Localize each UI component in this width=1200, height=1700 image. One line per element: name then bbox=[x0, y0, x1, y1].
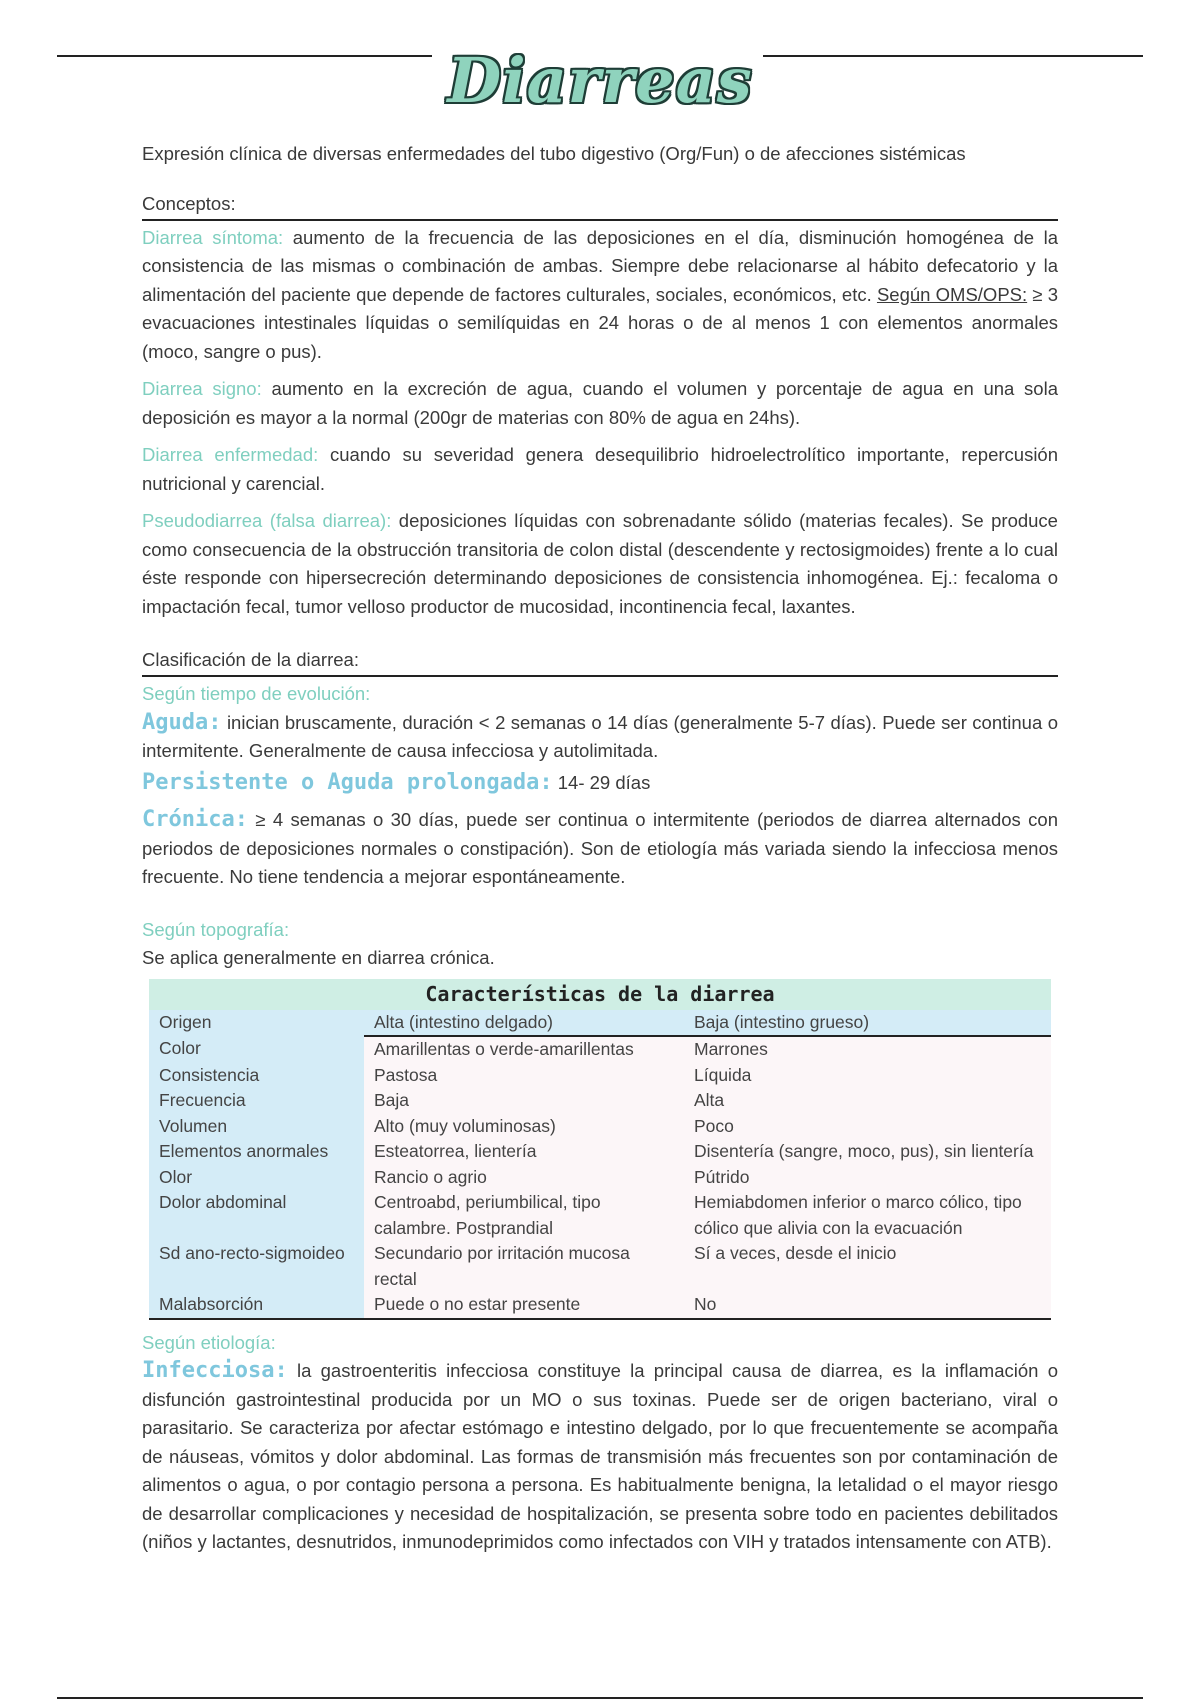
row-label: Malabsorción bbox=[149, 1292, 364, 1319]
cell-alta: Centroabd, periumbilical, tipo calambre. Postprandial bbox=[364, 1190, 684, 1241]
conceptos-heading: Conceptos: bbox=[142, 189, 1058, 221]
clase-persistente bbox=[142, 769, 1058, 798]
table-row bbox=[149, 1190, 1051, 1241]
topografia-heading: Según topografía: bbox=[142, 918, 290, 940]
clasificacion-heading: Clasificación de la diarrea: bbox=[142, 645, 1058, 677]
row-label: Elementos anormales bbox=[149, 1139, 364, 1165]
term-infecciosa: Infecciosa: bbox=[142, 1358, 288, 1383]
def-cronica: ≥ 4 semanas o 30 días, puede ser continua o intermitente (periodos de diarrea alternados con periodos de deposiciones normales o constipación). Son de etiología más variada siendo la infecciosa menos frecuente. No tiene tendencia a mejorar espontáneamente. bbox=[142, 809, 1058, 887]
term-sintoma: Diarrea síntoma: bbox=[142, 226, 284, 248]
table-row bbox=[149, 1139, 1051, 1165]
concepto-sintoma bbox=[142, 224, 1058, 367]
table-row bbox=[149, 1088, 1051, 1114]
table-row bbox=[149, 1114, 1051, 1140]
page-title: Diarreas bbox=[447, 44, 753, 117]
intro-text: Expresión clínica de diversas enfermedades del tubo digestivo (Org/Fun) o de afecciones sistémicas bbox=[142, 143, 966, 164]
caracteristicas-table bbox=[149, 979, 1051, 1320]
row-label: Sd ano-recto-sigmoideo bbox=[149, 1241, 364, 1292]
cell-alta: Puede o no estar presente bbox=[364, 1292, 684, 1319]
term-aguda: Aguda: bbox=[142, 709, 222, 735]
table-row bbox=[149, 1241, 1051, 1292]
concepto-pseudodiarrea bbox=[142, 507, 1058, 621]
cell-alta: Rancio o agrio bbox=[364, 1165, 684, 1191]
table-row bbox=[149, 1063, 1051, 1089]
row-label: Color bbox=[149, 1036, 364, 1063]
cell-baja: Alta bbox=[684, 1088, 1051, 1114]
row-label: Olor bbox=[149, 1165, 364, 1191]
cell-baja: Marrones bbox=[684, 1036, 1051, 1063]
topografia-text: Se aplica generalmente en diarrea crónica. bbox=[142, 947, 495, 968]
concepto-signo bbox=[142, 375, 1058, 432]
term-pseudodiarrea: Pseudodiarrea (falsa diarrea): bbox=[142, 510, 392, 531]
cell-alta: Amarillentas o verde-amarillentas bbox=[364, 1036, 684, 1063]
def-enfermedad: cuando su severidad genera desequilibrio hidroelectrolítico importante, repercusión nutricional y carencial. bbox=[142, 444, 1059, 494]
row-label: Frecuencia bbox=[149, 1088, 364, 1114]
header-baja: Baja (intestino grueso) bbox=[684, 1010, 1051, 1037]
table-row bbox=[149, 1165, 1051, 1191]
def-sintoma: aumento de la frecuencia de las deposiciones en el día, disminución homogénea de la consistencia de las mismas o combinación de ambas. Siempre debe relacionarse al hábito defecatorio y la alimentación del paciente que depende de factores culturales, sociales, económicos, etc. bbox=[142, 226, 1058, 305]
table-header-row bbox=[149, 1010, 1051, 1037]
def-infecciosa: la gastroenteritis infecciosa constituye la principal causa de diarrea, es la inflamación o disfunción gastrointestinal producida por un MO o sus toxinas. Puede ser de origen bacteriano, viral o parasitario. Se caracteriza por afectar estómago e intestino delgado, por lo que frecuentemente se acompaña de náuseas, vómitos y dolor abdominal. Las formas de transmisión más frecuentes son por contaminación de alimentos o agua, o por contagio persona a persona. Es habitualmente benigna, la letalidad o el mayor riesgo de desarrollar complicaciones y necesidad de hospitalización, se presenta sobre todo en pacientes debilitados (niños y lactantes, desnutridos, inmunodeprimidos como infectados con VIH y tratados intensamente con ATB). bbox=[142, 1360, 1058, 1552]
oms-text: ≥ 3 evacuaciones intestinales líquidas o semilíquidas en 24 horas o de al menos 1 con elementos anormales (moco, sangre o pus). bbox=[142, 283, 1058, 362]
def-pseudodiarrea: deposiciones líquidas con sobrenadante sólido (materias fecales). Se produce como consecuencia de la obstrucción transitoria de colon distal (descendente y rectosigmoides) frente a lo cual éste responde con hipersecreción determinando deposiciones de consistencia inhomogénea. Ej.: fecaloma o impactación fecal, tumor velloso productor de mucosidad, incontinencia fecal, laxantes. bbox=[142, 510, 1058, 617]
concepto-enfermedad bbox=[142, 441, 1058, 498]
cell-alta: Pastosa bbox=[364, 1063, 684, 1089]
cell-baja: No bbox=[684, 1292, 1051, 1319]
header-origen: Origen bbox=[149, 1010, 364, 1037]
def-signo: aumento en la excreción de agua, cuando el volumen y porcentaje de agua en una sola deposición es mayor a la normal (200gr de materias con 80% de agua en 24hs). bbox=[142, 378, 1058, 428]
def-persistente: 14- 29 días bbox=[552, 771, 651, 793]
row-label: Volumen bbox=[149, 1114, 364, 1140]
table-row bbox=[149, 1036, 1051, 1063]
cell-alta: Secundario por irritación mucosa rectal bbox=[364, 1241, 684, 1292]
row-label: Consistencia bbox=[149, 1063, 364, 1089]
cell-alta: Baja bbox=[364, 1088, 684, 1114]
table-row bbox=[149, 1292, 1051, 1319]
def-aguda: inician bruscamente, duración < 2 semanas o 14 días (generalmente 5-7 días). Puede ser continua o intermitente. Generalmente de causa infecciosa y autolimitada. bbox=[142, 711, 1058, 761]
cell-baja: Líquida bbox=[684, 1063, 1051, 1089]
clase-cronica bbox=[142, 806, 1058, 892]
cell-baja: Poco bbox=[684, 1114, 1051, 1140]
cell-alta: Esteatorrea, lientería bbox=[364, 1139, 684, 1165]
cell-alta: Alto (muy voluminosas) bbox=[364, 1114, 684, 1140]
etiologia-infecciosa bbox=[142, 1357, 1058, 1557]
cell-baja: Sí a veces, desde el inicio bbox=[684, 1241, 1051, 1292]
oms-label: Según OMS/OPS: bbox=[876, 283, 1028, 305]
tiempo-heading: Según tiempo de evolución: bbox=[142, 683, 371, 704]
etiologia-heading: Según etiología: bbox=[142, 1331, 276, 1353]
table-caption: Características de la diarrea bbox=[149, 979, 1051, 1010]
header-alta: Alta (intestino delgado) bbox=[364, 1010, 684, 1037]
cell-baja: Hemiabdomen inferior o marco cólico, tipo cólico que alivia con la evacuación bbox=[684, 1190, 1051, 1241]
cell-baja: Pútrido bbox=[684, 1165, 1051, 1191]
term-persistente: Persistente o Aguda prolongada: bbox=[142, 769, 553, 795]
bottom-rule bbox=[57, 1697, 1143, 1699]
document-body bbox=[142, 140, 1058, 1557]
row-label: Dolor abdominal bbox=[149, 1190, 364, 1241]
clase-aguda bbox=[142, 709, 1058, 766]
term-signo: Diarrea signo: bbox=[142, 378, 262, 399]
term-enfermedad: Diarrea enfermedad: bbox=[142, 444, 319, 465]
cell-baja: Disentería (sangre, moco, pus), sin lientería bbox=[684, 1139, 1051, 1165]
term-cronica: Crónica: bbox=[142, 807, 248, 832]
